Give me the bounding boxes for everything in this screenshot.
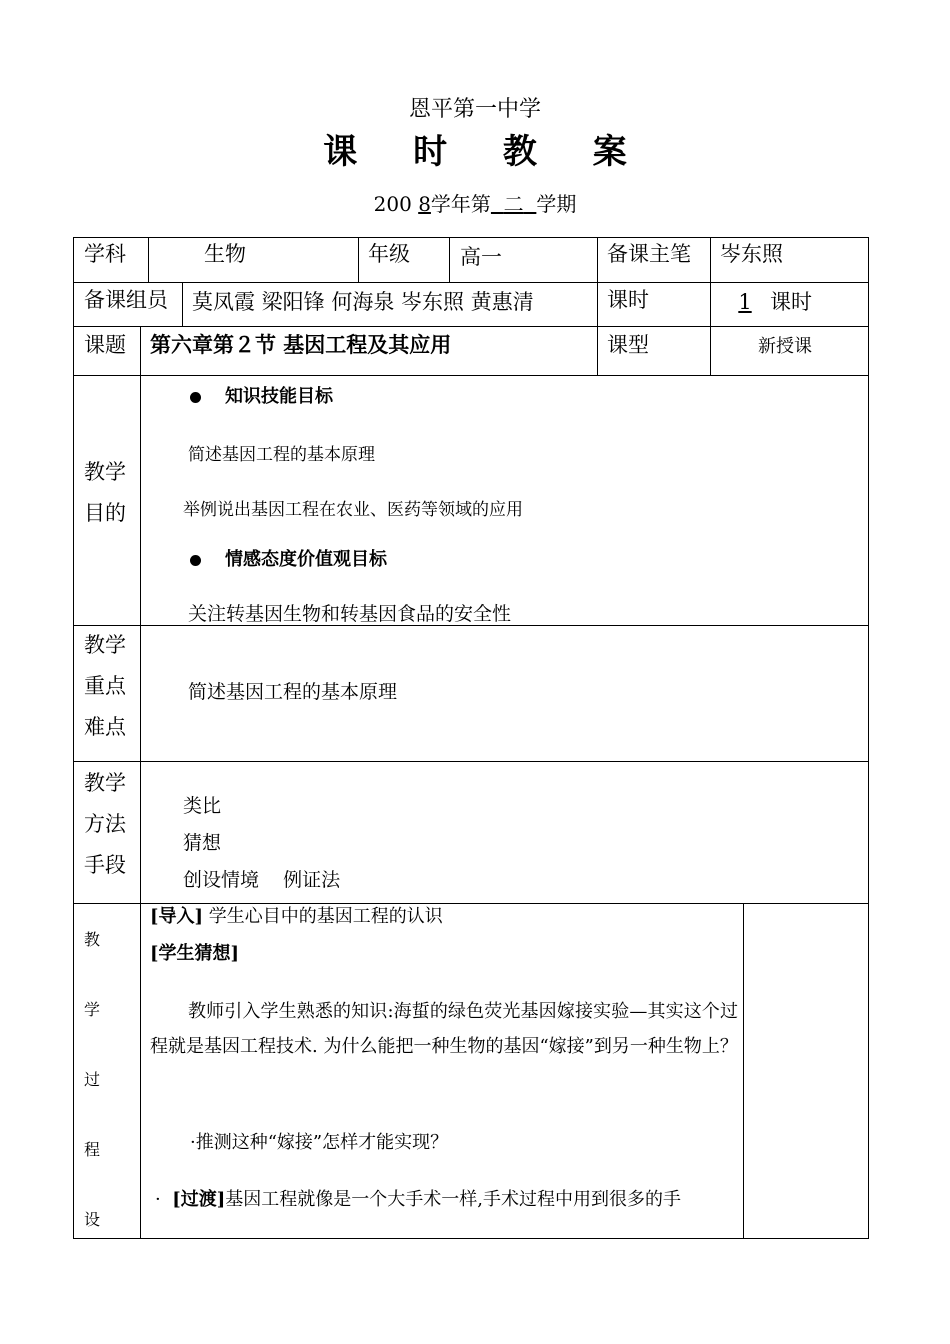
transition-line: [155, 1186, 681, 1214]
question-line: ·推测这种“嫁接”怎样才能实现？: [190, 1132, 449, 1153]
term-year: 200: [373, 192, 412, 216]
transition-text: 基因工程就像是一个大手术一样,手术过程中用到很多的手: [225, 1189, 681, 1210]
term-year-digit: 8: [418, 192, 431, 216]
subject-value: 生物: [204, 242, 246, 266]
col-divider: [597, 237, 598, 375]
group-members: 莫凤霞 梁阳锋 何海泉 岑东照 黄惠清: [192, 290, 534, 314]
row-divider: [73, 375, 869, 376]
col-divider: [140, 326, 141, 1239]
type-label: 课型: [607, 333, 649, 357]
bullet-icon: [190, 392, 201, 403]
col-divider: [358, 237, 359, 282]
term-line: [0, 188, 950, 217]
grade-value: 高一: [460, 245, 502, 269]
method-item: 类比: [183, 795, 222, 817]
goals-label: 教学 目的: [84, 460, 126, 525]
transition-tag: [过渡]: [172, 1189, 226, 1210]
hours-label: 课时: [607, 288, 649, 312]
hours-value: 1: [738, 290, 752, 314]
col-divider: [710, 237, 711, 375]
process-label-char: 学: [84, 1000, 101, 1019]
process-label-char: 过: [84, 1070, 101, 1089]
process-label-char: 程: [84, 1140, 101, 1159]
col-divider: [743, 903, 744, 1239]
goal-item: 简述基因工程的基本原理: [188, 445, 375, 465]
intro-line: [150, 903, 443, 931]
transition-bullet: ·: [155, 1189, 161, 1210]
term-number: 二: [503, 192, 524, 216]
intro-text: 学生心目中的基因工程的认识: [203, 906, 443, 927]
col-divider: [449, 237, 450, 282]
document-title: 课 时 教 案: [323, 132, 649, 172]
grade-label: 年级: [368, 242, 410, 266]
term-mid: 学年第: [430, 192, 491, 216]
process-label-char: 教: [84, 930, 101, 949]
lead-label: 备课主笔: [607, 242, 691, 266]
row-divider: [73, 282, 869, 283]
subject-label: 学科: [84, 242, 126, 266]
goal-item: 关注转基因生物和转基因食品的安全性: [188, 603, 512, 624]
method-item: 创设情境 例证法: [183, 869, 341, 891]
col-divider: [148, 237, 149, 282]
row-divider: [73, 761, 869, 762]
goals-heading-emotion: 情感态度价值观目标: [190, 546, 387, 574]
topic-value: 第六章第２节 基因工程及其应用: [150, 332, 452, 357]
school-name: 恩平第一中学: [408, 97, 541, 122]
method-item: 猜想: [183, 832, 222, 854]
type-value: 新授课: [758, 336, 812, 357]
table-border-right: [868, 237, 869, 1239]
goal-item: 举例说出基因工程在农业、医药等领域的应用: [183, 500, 523, 520]
lead-value: 岑东照: [720, 242, 783, 266]
intro-tag: [导入]: [150, 906, 204, 927]
bullet-icon: [190, 555, 201, 566]
table-border-left: [73, 237, 74, 1239]
guess-tag: [学生猜想]: [150, 943, 240, 964]
process-label-char: 设: [84, 1210, 101, 1229]
col-divider: [182, 282, 183, 326]
methods-label: 教学 方法 手段: [84, 771, 126, 877]
term-end: 学期: [536, 192, 577, 216]
row-divider: [73, 326, 869, 327]
hours-field: [720, 288, 812, 316]
table-border-top: [73, 237, 869, 238]
focus-label: 教学 重点 难点: [84, 633, 126, 739]
hours-unit: 课时: [770, 290, 812, 314]
goals-heading-knowledge: 知识技能目标: [190, 383, 333, 411]
topic-label: 课题: [84, 333, 126, 357]
group-label: 备课组员: [84, 288, 168, 312]
focus-content: 简述基因工程的基本原理: [188, 681, 398, 703]
table-border-bottom: [73, 1238, 869, 1239]
intro-paragraph: 教师引入学生熟悉的知识:海蜇的绿色荧光基因嫁接实验—其实这个过程就是基因工程技术. 为什么能把一种生物的基因“嫁接”到另一种生物上？: [150, 1001, 738, 1057]
row-divider: [73, 625, 869, 626]
